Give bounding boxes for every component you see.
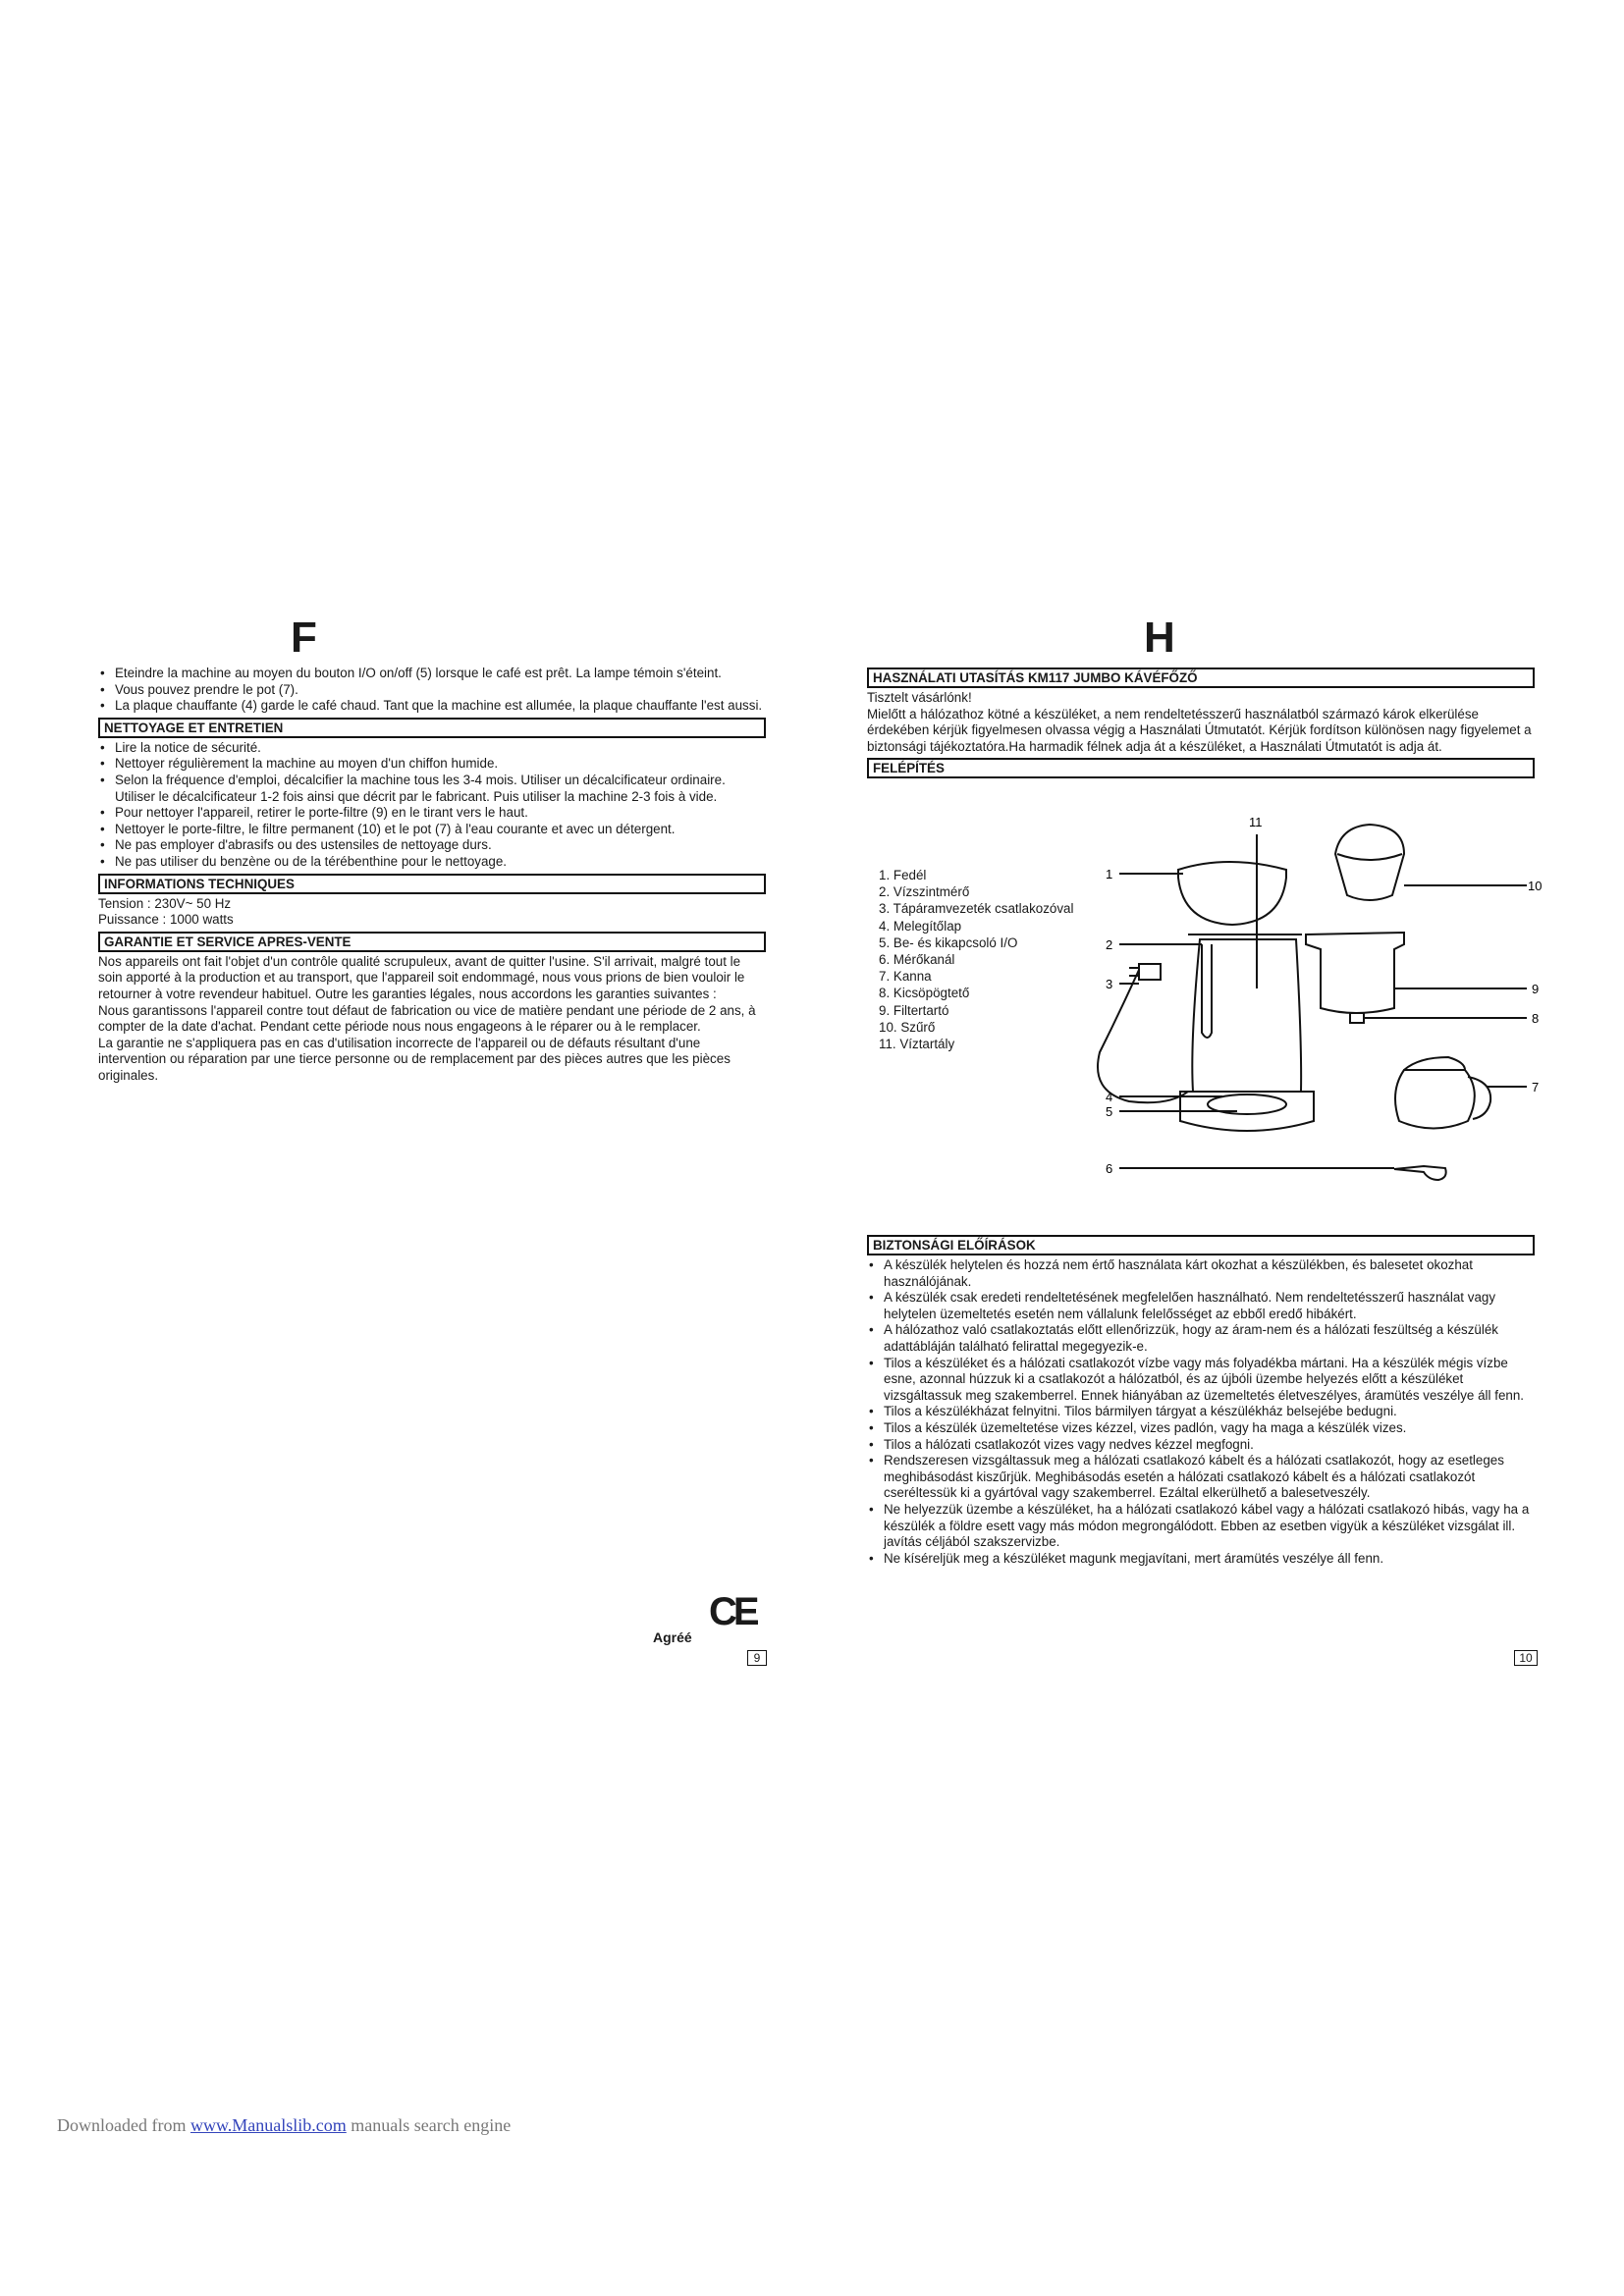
callout-10: 10 — [1528, 879, 1543, 893]
right-column — [867, 666, 1535, 780]
list-item: • Tilos a készülékházat felnyitni. Tilos bármilyen tárgyat a készülékház belsejébe bedugni. — [867, 1404, 1535, 1420]
page-letter-h: H — [1144, 614, 1175, 662]
warranty-paragraph: Nos appareils ont fait l'objet d'un contrôle qualité scrupuleux, avant de quitter l'usine. S'il arrivait, malgré tout le soin apporté à la production et au transport, que l'appareil soit endommagé, nous vous prions de bien vouloir le retourner à votre revendeur habituel. Outre les garanties légales, nous accordons les garanties suivantes : — [98, 953, 745, 1001]
list-item: • Pour nettoyer l'appareil, retirer le porte-filtre (9) en le tirant vers le haut. — [98, 805, 766, 822]
part-item: 3. Tápáramvezeték csatlakozóval — [879, 901, 1074, 917]
section-heading-cleaning: NETTOYAGE ET ENTRETIEN — [98, 718, 766, 738]
intro-list — [98, 666, 766, 715]
page-number-right: 10 — [1514, 1650, 1538, 1666]
list-item: • Nettoyer le porte-filtre, le filtre permanent (10) et le pot (7) à l'eau courante et avec un détergent. — [98, 822, 766, 838]
filter-basket-shape — [1335, 825, 1404, 900]
cleaning-list — [98, 740, 766, 871]
part-item: 4. Melegítőlap — [879, 918, 962, 934]
section-heading-safety: BIZTONSÁGI ELŐÍRÁSOK — [867, 1235, 1535, 1255]
carafe-shape — [1395, 1070, 1475, 1129]
greeting: Tisztelt vásárlónk! — [867, 690, 972, 705]
safety-section — [867, 1232, 1535, 1567]
list-item: • Selon la fréquence d'emploi, décalcifier la machine tous les 3-4 mois. Utiliser un décalcificateur ordinaire. Utiliser le décalcificateur 1-2 fois ainsi que décrit par le fabricant. Puis utiliser la machine 2-3 fois à vide. — [98, 773, 766, 805]
page-letter-f: F — [291, 614, 317, 662]
callout-3: 3 — [1106, 977, 1113, 991]
part-item: 6. Mérőkanál — [879, 952, 955, 968]
list-item: • Tilos a készülék üzemeltetése vizes kézzel, vizes padlón, vagy ha maga a készülék vizes. — [867, 1420, 1535, 1437]
list-item: • Eteindre la machine au moyen du bouton I/O on/off (5) lorsque le café est prêt. La lampe témoin s'éteint. — [98, 666, 766, 682]
part-item: 7. Kanna — [879, 969, 932, 985]
part-item: 8. Kicsöpögtető — [879, 986, 970, 1001]
callout-2: 2 — [1106, 937, 1113, 952]
parts-list — [879, 867, 1073, 1052]
footer — [57, 2115, 511, 2136]
filter-holder-shape — [1306, 933, 1404, 1013]
callout-6: 6 — [1106, 1161, 1113, 1176]
warranty-paragraph: Nous garantissons l'appareil contre tout défaut de fabrication ou vice de matière pendant une période de 2 ans, à compter de la date d'achat. Pendant cette période nous nous engageons à le réparer ou à le remplacer. — [98, 1002, 756, 1035]
lid-shape — [1178, 862, 1286, 925]
callout-7: 7 — [1532, 1080, 1540, 1095]
left-column — [98, 666, 766, 1084]
list-item: • Ne kíséreljük meg a készüléket magunk megjavítani, mert áramütés veszélye áll fenn. — [867, 1551, 1535, 1568]
list-item: • Ne pas utiliser du benzène ou de la térébenthine pour le nettoyage. — [98, 854, 766, 871]
list-item: • Vous pouvez prendre le pot (7). — [98, 682, 766, 699]
spoon-shape — [1394, 1166, 1446, 1180]
callout-8: 8 — [1532, 1011, 1540, 1026]
list-item: • Rendszeresen vizsgáltassuk meg a hálózati csatlakozó kábelt és a hálózati csatlakozót, hogy az esetleges meghibásodást kiszűrjük. Meghibásodás esetén a hálózati csatlakozó kábelt és a hálózati csatlakozót cseréltessük ki a gyártóval vagy szakemberrel. Ezáltal elkerülhető a balesetveszély. — [867, 1453, 1535, 1502]
part-item: 2. Vízszintmérő — [879, 884, 970, 900]
part-item: 10. Szűrő — [879, 1019, 936, 1035]
list-item: • A készülék helytelen és hozzá nem értő használata kárt okozhat a készülékben, és balesetet okozhat használójának. — [867, 1257, 1535, 1290]
list-item: • Tilos a hálózati csatlakozót vizes vagy nedves kézzel megfogni. — [867, 1437, 1535, 1454]
callout-11: 11 — [1249, 815, 1263, 829]
section-heading-setup: FELÉPÍTÉS — [867, 758, 1535, 778]
tech-voltage: Tension : 230V~ 50 Hz — [98, 895, 232, 911]
intro-paragraph: Mielőtt a hálózathoz kötné a készüléket, a nem rendeltetésszerű használatból származó károk elkerülése érdekében kérjük figyelmesen olvassa végig a Használati Útmutatót. Kérjük fordítson különösen nagy figyelemet a biztonsági tájékoztatóra.Ha harmadik félnek adja át a készüléket, a Használati Útmutatót is adja át. — [867, 706, 1532, 754]
part-item: 11. Víztartály — [879, 1037, 955, 1052]
coffee-maker-diagram — [1080, 807, 1551, 1190]
page-number-left: 9 — [747, 1650, 767, 1666]
list-item: • A hálózathoz való csatlakoztatás előtt ellenőrizzük, hogy az áram-nem és a hálózati feszültség a készülék adattábláján található felirattal megegyezik-e. — [867, 1322, 1535, 1355]
safety-list — [867, 1257, 1535, 1567]
tank-shape — [1192, 939, 1301, 1092]
callout-4: 4 — [1106, 1090, 1113, 1104]
list-item: • La plaque chauffante (4) garde le café chaud. Tant que la machine est allumée, la plaque chauffante l'est aussi. — [98, 698, 766, 715]
list-item: • Nettoyer régulièrement la machine au moyen d'un chiffon humide. — [98, 756, 766, 773]
list-item: • Ne pas employer d'abrasifs ou des ustensiles de nettoyage durs. — [98, 837, 766, 854]
part-item: 5. Be- és kikapcsoló I/O — [879, 934, 1018, 950]
agree-label: Agréé — [653, 1629, 692, 1645]
list-item: • A készülék csak eredeti rendeltetésének megfelelően használható. Nem rendeltetésszerű használat vagy helytelen üzemeltetés esetén nem vállalunk felelősséget az ebből eredő hibákért. — [867, 1290, 1535, 1322]
callout-1: 1 — [1106, 867, 1113, 881]
footer-suffix: manuals search engine — [346, 2115, 512, 2135]
ce-mark-icon: CE — [709, 1590, 756, 1633]
footer-link[interactable]: www.Manualslib.com — [189, 2115, 347, 2135]
warranty-paragraph: La garantie ne s'appliquera pas en cas d'utilisation incorrecte de l'appareil ou de défauts résultant d'une intervention ou réparation par une tierce personne ou de remplacement par des pièces autres que les pièces originales. — [98, 1035, 731, 1083]
list-item: • Tilos a készüléket és a hálózati csatlakozót vízbe vagy más folyadékba mártani. Ha a készülék mégis vízbe esne, azonnal húzzuk ki a csatlakozót a hálózatból, és az újbóli üzembe helyezés előtt a készüléket vizsgáltassuk meg szakemberrel. Ennek hiányában az üzemeltetés életveszélyes, áramütés veszélye áll fenn. — [867, 1356, 1535, 1405]
callout-5: 5 — [1106, 1104, 1113, 1119]
list-item: • Lire la notice de sécurité. — [98, 740, 766, 757]
tech-power: Puissance : 1000 watts — [98, 912, 234, 928]
list-item: • Ne helyezzük üzembe a készüléket, ha a hálózati csatlakozó kábel vagy a hálózati csatlakozó hibás, vagy ha a készülék a földre esett vagy más módon megrongálódott. Ebben az esetben vigyük a készüléket vizsgálat ill. javítás céljából szakszervizbe. — [867, 1502, 1535, 1551]
part-item: 9. Filtertartó — [879, 1002, 949, 1018]
section-heading-tech: INFORMATIONS TECHNIQUES — [98, 874, 766, 894]
section-heading-warranty: GARANTIE ET SERVICE APRES-VENTE — [98, 932, 766, 952]
section-heading-title: HASZNÁLATI UTASÍTÁS KM117 JUMBO KÁVÉFŐZŐ — [867, 667, 1535, 688]
footer-prefix: Downloaded from — [57, 2115, 190, 2135]
part-item: 1. Fedél — [879, 868, 927, 882]
callout-9: 9 — [1532, 982, 1540, 996]
